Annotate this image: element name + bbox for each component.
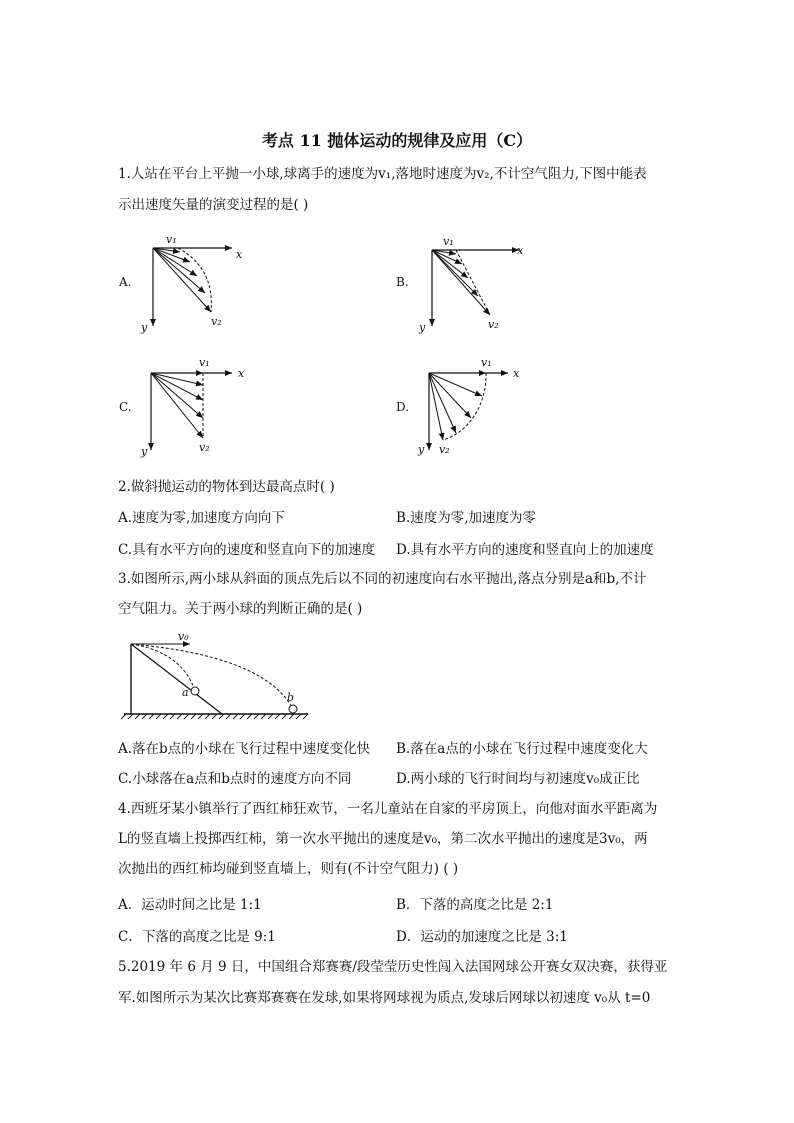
q4-stem-line2: L的竖直墙上投掷西红柿，第一次水平抛出的速度是v₀，第二次水平抛出的速度是3v₀，两 — [118, 831, 648, 847]
q1-d-v1-label: v₁ — [481, 356, 492, 369]
q4-option-a: A．运动时间之比是 1:1 — [118, 897, 262, 913]
q1-figure-c — [140, 356, 245, 458]
q1-figure-b — [418, 235, 524, 334]
q1-b-v2-label: v₂ — [488, 318, 499, 331]
q2-option-d: D.具有水平方向的速度和竖直向上的加速度 — [396, 542, 654, 558]
q1-stem-line2: 示出速度矢量的演变过程的是( ) — [118, 197, 309, 213]
q4-option-d: D．运动的加速度之比是 3:1 — [396, 929, 568, 945]
q1-c-y-label: y — [141, 445, 148, 458]
q1-option-b-label: B. — [396, 275, 409, 289]
q3-stem-line2: 空气阻力。关于两小球的判断正确的是( ) — [118, 601, 363, 617]
q2-option-a: A.速度为零,加速度方向向下 — [118, 510, 285, 526]
q1-figure-a — [140, 233, 243, 334]
q3-figure — [121, 630, 308, 719]
q2-stem: 2.做斜抛运动的物体到达最高点时( ) — [118, 479, 335, 495]
q4-option-b: B．下落的高度之比是 2:1 — [396, 897, 554, 913]
q5-stem-line2: 军.如图所示为某次比赛郑赛赛在发球,如果将网球视为质点,发球后网球以初速度 v₀从 t=0 — [118, 990, 651, 1006]
q1-a-v1-label: v₁ — [166, 233, 177, 246]
q3-stem-line1: 3.如图所示,两小球从斜面的顶点先后以不同的初速度向右水平抛出,落点分别是a和b,不计 — [118, 571, 647, 587]
q1-option-d-label: D. — [396, 400, 410, 414]
q1-c-v1-label: v₁ — [199, 356, 210, 369]
q4-stem-line3: 次抛出的西红柿均碰到竖直墙上，则有(不计空气阻力) ( ) — [118, 861, 459, 877]
q1-figure-d — [417, 356, 520, 456]
q2-option-c: C.具有水平方向的速度和竖直向下的加速度 — [118, 542, 376, 558]
q1-a-x-label: x — [236, 248, 243, 261]
q3-option-d: D.两小球的飞行时间均与初速度v₀成正比 — [396, 771, 640, 787]
q3-a-label: a — [182, 686, 189, 699]
q1-b-x-label: x — [517, 244, 524, 257]
q1-c-v2-label: v₂ — [199, 441, 210, 454]
q1-d-y-label: y — [418, 443, 425, 456]
q4-option-c: C．下落的高度之比是 9:1 — [118, 929, 276, 945]
page-title: 考点 11 抛体运动的规律及应用（C） — [261, 131, 533, 150]
q1-b-y-label: y — [419, 321, 426, 334]
q3-option-b: B.落在a点的小球在飞行过程中速度变化大 — [396, 741, 648, 757]
q5-stem-line1: 5.2019 年 6 月 9 日，中国组合郑赛赛/段莹莹历史性闯入法国网球公开赛女双决赛，获得亚 — [118, 959, 668, 975]
q1-d-x-label: x — [513, 367, 520, 380]
q1-option-a-label: A. — [119, 275, 132, 289]
q1-c-x-label: x — [238, 367, 245, 380]
q1-stem-line1: 1.人站在平台上平抛一小球,球离手的速度为v₁,落地时速度为v₂,不计空气阻力,下图中能表 — [118, 166, 647, 182]
q1-option-c-label: C. — [119, 400, 132, 414]
q4-stem-line1: 4.西班牙某小镇举行了西红柿狂欢节，一名儿童站在自家的平房顶上，向他对面水平距离为 — [118, 801, 658, 817]
q3-option-c: C.小球落在a点和b点时的速度方向不同 — [118, 771, 352, 787]
q1-a-y-label: y — [141, 321, 148, 334]
q3-b-label: b — [287, 691, 295, 704]
q1-d-v2-label: v₂ — [439, 443, 450, 456]
q2-option-b: B.速度为零,加速度为零 — [396, 510, 537, 526]
q3-v0-label: v₀ — [178, 630, 189, 643]
q3-option-a: A.落在b点的小球在飞行过程中速度变化快 — [118, 741, 371, 757]
q1-a-v2-label: v₂ — [211, 315, 222, 328]
q1-b-v1-label: v₁ — [443, 235, 454, 248]
